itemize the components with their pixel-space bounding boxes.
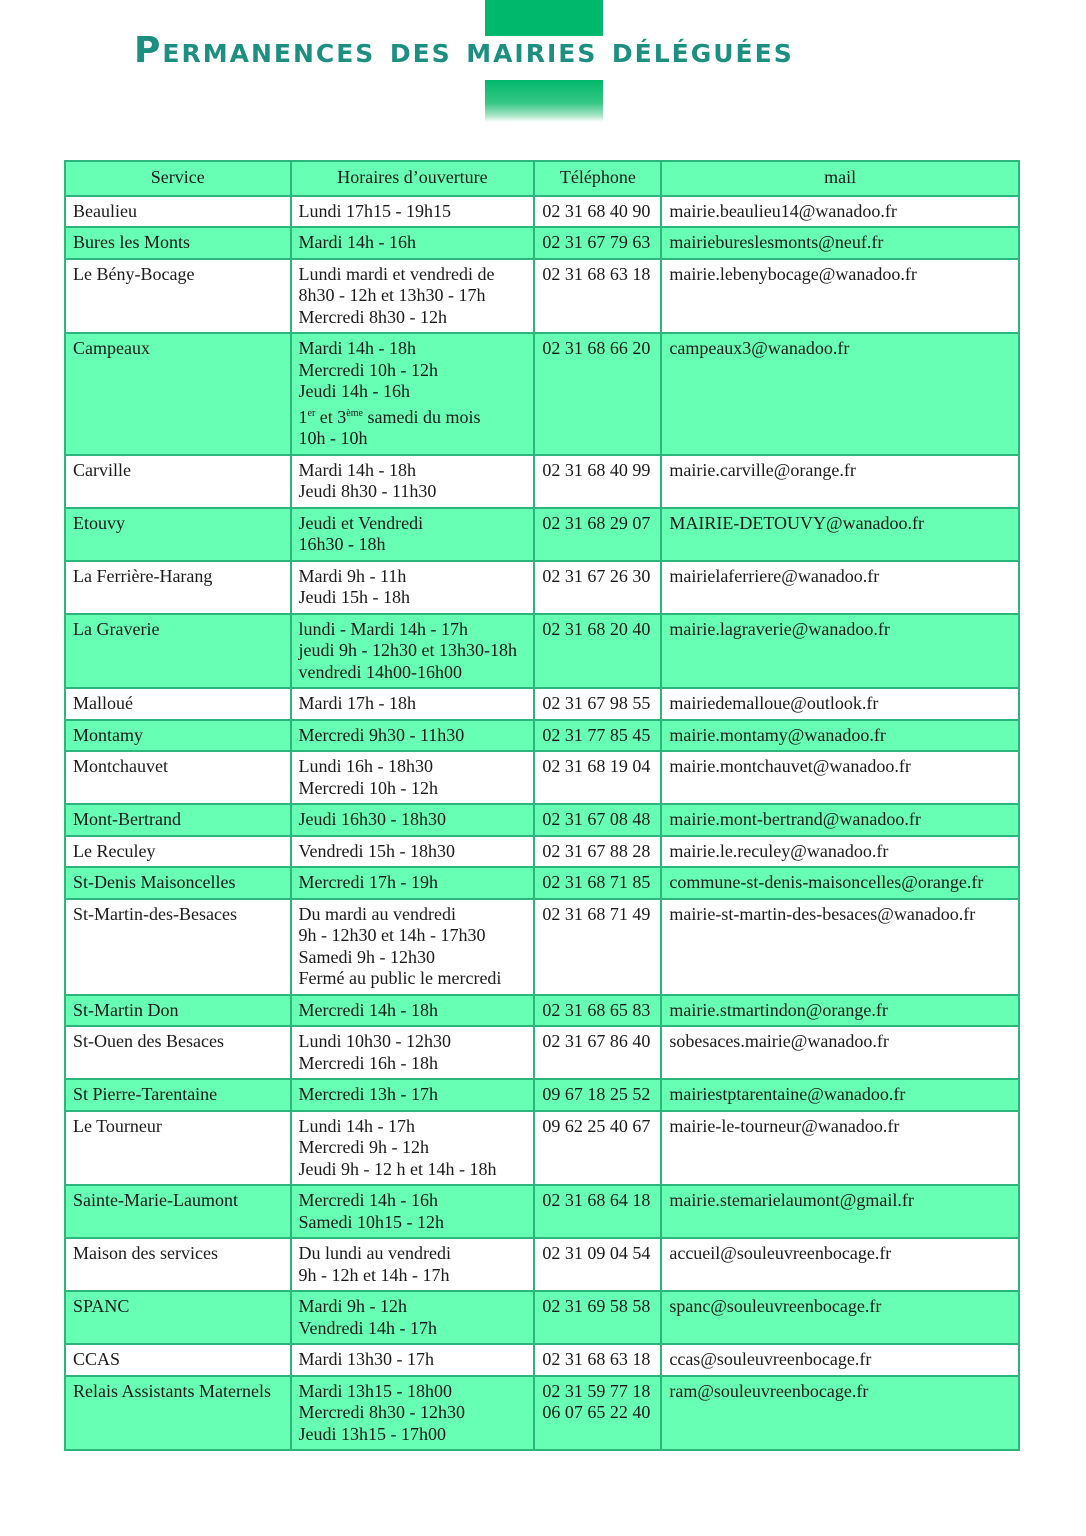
hours-line: Lundi mardi et vendredi de	[298, 263, 495, 284]
phone-cell	[534, 1111, 661, 1186]
service-name-cell: Le Bény-Bocage	[65, 259, 291, 334]
hours-line: Mercredi 9h - 12h	[298, 1137, 429, 1157]
phone-number: 02 31 68 71 85	[542, 872, 651, 892]
hours-cell	[291, 995, 535, 1027]
hours-line: 9h - 12h30 et 14h - 17h30	[298, 925, 486, 945]
hours-line: Lundi 16h - 18h30	[298, 756, 434, 776]
mail-cell: ccas@souleuvreenbocage.fr	[661, 1344, 1019, 1376]
hours-line: Jeudi 14h - 16h	[298, 381, 411, 401]
mail-cell: mairie.lebenybocage@wanadoo.fr	[661, 259, 1019, 334]
hours-line: jeudi 9h - 12h30 et 13h30-18h	[298, 640, 517, 660]
header-service: Service	[65, 161, 291, 196]
hours-cell	[291, 333, 535, 455]
hours-line: Jeudi 15h - 18h	[298, 587, 411, 607]
hours-line: Mardi 17h - 18h	[298, 693, 416, 713]
table-row	[65, 196, 1019, 228]
hours-line: Jeudi 9h - 12 h et 14h - 18h	[298, 1158, 497, 1179]
hours-line: Mercredi 10h - 12h	[298, 777, 438, 798]
hours-cell	[291, 1185, 535, 1238]
table-row	[65, 333, 1019, 455]
hours-line: Samedi 10h15 - 12h	[298, 1211, 445, 1232]
hours-line: Mardi 14h - 16h	[298, 232, 416, 252]
service-name-cell: Sainte-Marie-Laumont	[65, 1185, 291, 1238]
phone-cell	[534, 333, 661, 455]
phone-number: 02 31 68 63 18	[542, 1349, 651, 1369]
mail-cell: mairie.montchauvet@wanadoo.fr	[661, 751, 1019, 804]
hours-cell	[291, 1026, 535, 1079]
hours-line: Mercredi 8h30 - 12h30	[298, 1402, 465, 1422]
phone-cell	[534, 561, 661, 614]
mail-cell: mairiebureslesmonts@neuf.fr	[661, 227, 1019, 259]
phone-cell	[534, 688, 661, 720]
mail-cell: sobesaces.mairie@wanadoo.fr	[661, 1026, 1019, 1079]
hours-cell	[291, 751, 535, 804]
table-header-row	[65, 161, 1019, 196]
table-row	[65, 688, 1019, 720]
service-name-cell: Beaulieu	[65, 196, 291, 228]
hours-line: Mardi 9h - 11h	[298, 565, 407, 586]
hours-line: Mardi 14h - 18h	[298, 338, 416, 358]
hours-cell	[291, 1376, 535, 1451]
hours-line: Fermé au public le mercredi	[298, 968, 502, 988]
mail-cell: mairie-st-martin-des-besaces@wanadoo.fr	[661, 899, 1019, 995]
service-name-cell: Bures les Monts	[65, 227, 291, 259]
hours-line: Mercredi 16h - 18h	[298, 1052, 438, 1073]
phone-cell	[534, 1376, 661, 1451]
phone-number: 02 31 68 63 18	[542, 263, 651, 284]
phone-number: 02 31 68 29 07	[542, 512, 651, 533]
service-name-cell: St-Denis Maisoncelles	[65, 867, 291, 899]
permanences-table	[64, 160, 1020, 1451]
service-name-cell: CCAS	[65, 1344, 291, 1376]
hours-cell	[291, 227, 535, 259]
table-row	[65, 1111, 1019, 1186]
hours-cell	[291, 259, 535, 334]
hours-line: Mercredi 9h30 - 11h30	[298, 724, 465, 745]
hours-line: Mercredi 14h - 16h	[298, 1190, 438, 1210]
table-body	[65, 196, 1019, 1451]
hours-line: Jeudi 16h30 - 18h30	[298, 809, 447, 829]
phone-number: 09 67 18 25 52	[542, 1084, 651, 1104]
hours-cell	[291, 455, 535, 508]
hours-cell	[291, 836, 535, 868]
hours-line: Mercredi 13h - 17h	[298, 1084, 438, 1104]
hours-line: Vendredi 15h - 18h30	[298, 840, 455, 861]
service-name-cell: Maison des services	[65, 1238, 291, 1291]
hours-line: 8h30 - 12h et 13h30 - 17h	[298, 285, 486, 305]
service-name-cell: St Pierre-Tarentaine	[65, 1079, 291, 1111]
hours-line: Mercredi 8h30 - 12h	[298, 306, 447, 327]
table-row	[65, 561, 1019, 614]
hours-line: Lundi 10h30 - 12h30	[298, 1031, 452, 1051]
hours-cell	[291, 804, 535, 836]
phone-cell	[534, 508, 661, 561]
service-name-cell: St-Martin-des-Besaces	[65, 899, 291, 995]
service-name-cell: Montamy	[65, 720, 291, 752]
phone-number: 06 07 65 22 40	[542, 1402, 651, 1422]
phone-number: 02 31 68 66 20	[542, 338, 651, 358]
table-row	[65, 614, 1019, 689]
cross-decoration-bottom	[485, 80, 603, 122]
phone-cell	[534, 196, 661, 228]
phone-number: 02 31 67 26 30	[542, 565, 651, 586]
hours-cell	[291, 1238, 535, 1291]
hours-cell	[291, 688, 535, 720]
phone-number: 02 31 68 20 40	[542, 618, 651, 639]
hours-cell	[291, 1291, 535, 1344]
table-row	[65, 867, 1019, 899]
phone-cell	[534, 1185, 661, 1238]
mail-cell: accueil@souleuvreenbocage.fr	[661, 1238, 1019, 1291]
table-row	[65, 455, 1019, 508]
phone-number: 02 31 68 71 49	[542, 903, 651, 924]
phone-number: 02 31 68 40 99	[542, 459, 651, 480]
hours-line: lundi - Mardi 14h - 17h	[298, 618, 468, 639]
phone-cell	[534, 259, 661, 334]
phone-number: 02 31 68 40 90	[542, 200, 651, 221]
page-title: Permanences des mairies déléguées	[134, 30, 794, 71]
table-row	[65, 995, 1019, 1027]
table-row	[65, 1185, 1019, 1238]
hours-line: Vendredi 14h - 17h	[298, 1317, 437, 1338]
service-name-cell: Malloué	[65, 688, 291, 720]
phone-number: 02 31 67 08 48	[542, 809, 651, 829]
service-name-cell: Montchauvet	[65, 751, 291, 804]
hours-cell	[291, 508, 535, 561]
service-name-cell: Mont-Bertrand	[65, 804, 291, 836]
table-row	[65, 899, 1019, 995]
phone-number: 02 31 68 65 83	[542, 999, 651, 1020]
phone-cell	[534, 1344, 661, 1376]
table-row	[65, 1291, 1019, 1344]
mail-cell: MAIRIE-DETOUVY@wanadoo.fr	[661, 508, 1019, 561]
service-name-cell: Relais Assistants Maternels	[65, 1376, 291, 1451]
hours-line: Lundi 17h15 - 19h15	[298, 200, 452, 221]
hours-line: Mercredi 14h - 18h	[298, 999, 438, 1020]
mail-cell: spanc@souleuvreenbocage.fr	[661, 1291, 1019, 1344]
phone-cell	[534, 455, 661, 508]
hours-line: 10h - 10h	[298, 428, 368, 448]
mail-cell: mairie.lagraverie@wanadoo.fr	[661, 614, 1019, 689]
hours-line: Mercredi 17h - 19h	[298, 872, 438, 892]
hours-cell	[291, 561, 535, 614]
phone-number: 02 31 68 64 18	[542, 1190, 651, 1210]
phone-cell	[534, 614, 661, 689]
table-row	[65, 259, 1019, 334]
phone-cell	[534, 995, 661, 1027]
phone-cell	[534, 804, 661, 836]
phone-cell	[534, 1026, 661, 1079]
mail-cell: commune-st-denis-maisoncelles@orange.fr	[661, 867, 1019, 899]
hours-cell	[291, 899, 535, 995]
table-row	[65, 751, 1019, 804]
table-row	[65, 227, 1019, 259]
service-name-cell: Le Tourneur	[65, 1111, 291, 1186]
phone-number: 02 31 67 88 28	[542, 840, 651, 861]
hours-line: vendredi 14h00-16h00	[298, 661, 462, 682]
phone-number: 02 31 68 19 04	[542, 756, 651, 776]
hours-line: Mercredi 10h - 12h	[298, 359, 438, 380]
phone-number: 02 31 59 77 18	[542, 1380, 651, 1401]
mail-cell: mairie.montamy@wanadoo.fr	[661, 720, 1019, 752]
service-name-cell: Le Reculey	[65, 836, 291, 868]
phone-number: 09 62 25 40 67	[542, 1115, 651, 1136]
hours-line: 16h30 - 18h	[298, 534, 386, 554]
hours-line: Du lundi au vendredi	[298, 1243, 451, 1263]
table-row	[65, 1344, 1019, 1376]
phone-cell	[534, 899, 661, 995]
hours-cell	[291, 196, 535, 228]
hours-line: Mardi 13h15 - 18h00	[298, 1380, 452, 1401]
mail-cell: mairie.carville@orange.fr	[661, 455, 1019, 508]
table-row	[65, 1238, 1019, 1291]
hours-cell	[291, 867, 535, 899]
phone-cell	[534, 720, 661, 752]
phone-cell	[534, 836, 661, 868]
phone-cell	[534, 1238, 661, 1291]
header-mail: mail	[661, 161, 1019, 196]
hours-line: Jeudi 8h30 - 11h30	[298, 481, 437, 501]
hours-line: 9h - 12h et 14h - 17h	[298, 1264, 450, 1285]
mail-cell: mairie.le.reculey@wanadoo.fr	[661, 836, 1019, 868]
mail-cell: mairielaferriere@wanadoo.fr	[661, 561, 1019, 614]
mail-cell: mairie-le-tourneur@wanadoo.fr	[661, 1111, 1019, 1186]
hours-cell	[291, 1111, 535, 1186]
service-name-cell: La Ferrière-Harang	[65, 561, 291, 614]
table-row	[65, 1376, 1019, 1451]
service-name-cell: St-Martin Don	[65, 995, 291, 1027]
table-row	[65, 836, 1019, 868]
mail-cell: mairie.mont-bertrand@wanadoo.fr	[661, 804, 1019, 836]
phone-cell	[534, 1079, 661, 1111]
hours-line: Mardi 13h30 - 17h	[298, 1349, 434, 1369]
table-row	[65, 720, 1019, 752]
hours-line: Samedi 9h - 12h30	[298, 946, 436, 967]
mail-cell: mairiestptarentaine@wanadoo.fr	[661, 1079, 1019, 1111]
hours-line: Mardi 14h - 18h	[298, 459, 416, 480]
hours-line: Mardi 9h - 12h	[298, 1296, 407, 1316]
service-name-cell: Carville	[65, 455, 291, 508]
header-hours: Horaires d’ouverture	[291, 161, 535, 196]
table-row	[65, 1026, 1019, 1079]
service-name-cell: Campeaux	[65, 333, 291, 455]
hours-line: Jeudi et Vendredi	[298, 512, 424, 533]
phone-cell	[534, 867, 661, 899]
hours-line: Du mardi au vendredi	[298, 903, 456, 924]
phone-cell	[534, 1291, 661, 1344]
mail-cell: campeaux3@wanadoo.fr	[661, 333, 1019, 455]
table-row	[65, 508, 1019, 561]
hours-cell	[291, 720, 535, 752]
header-phone: Téléphone	[534, 161, 661, 196]
hours-cell	[291, 614, 535, 689]
mail-cell: mairiedemalloue@outlook.fr	[661, 688, 1019, 720]
mail-cell: mairie.stmartindon@orange.fr	[661, 995, 1019, 1027]
phone-number: 02 31 67 79 63	[542, 232, 651, 252]
hours-line: Lundi 14h - 17h	[298, 1115, 416, 1136]
phone-number: 02 31 77 85 45	[542, 724, 651, 745]
mail-cell: mairie.stemarielaumont@gmail.fr	[661, 1185, 1019, 1238]
phone-cell	[534, 227, 661, 259]
hours-line: Jeudi 13h15 - 17h00	[298, 1423, 447, 1444]
mail-cell: mairie.beaulieu14@wanadoo.fr	[661, 196, 1019, 228]
service-name-cell: Etouvy	[65, 508, 291, 561]
phone-number: 02 31 09 04 54	[542, 1243, 651, 1263]
phone-number: 02 31 67 98 55	[542, 693, 651, 713]
hours-line: 1er et 3ème samedi du mois	[298, 406, 481, 427]
hours-cell	[291, 1079, 535, 1111]
hours-cell	[291, 1344, 535, 1376]
table-row	[65, 804, 1019, 836]
service-name-cell: La Graverie	[65, 614, 291, 689]
phone-number: 02 31 69 58 58	[542, 1296, 651, 1316]
service-name-cell: SPANC	[65, 1291, 291, 1344]
phone-cell	[534, 751, 661, 804]
phone-number: 02 31 67 86 40	[542, 1031, 651, 1051]
mail-cell: ram@souleuvreenbocage.fr	[661, 1376, 1019, 1451]
table-row	[65, 1079, 1019, 1111]
service-name-cell: St-Ouen des Besaces	[65, 1026, 291, 1079]
